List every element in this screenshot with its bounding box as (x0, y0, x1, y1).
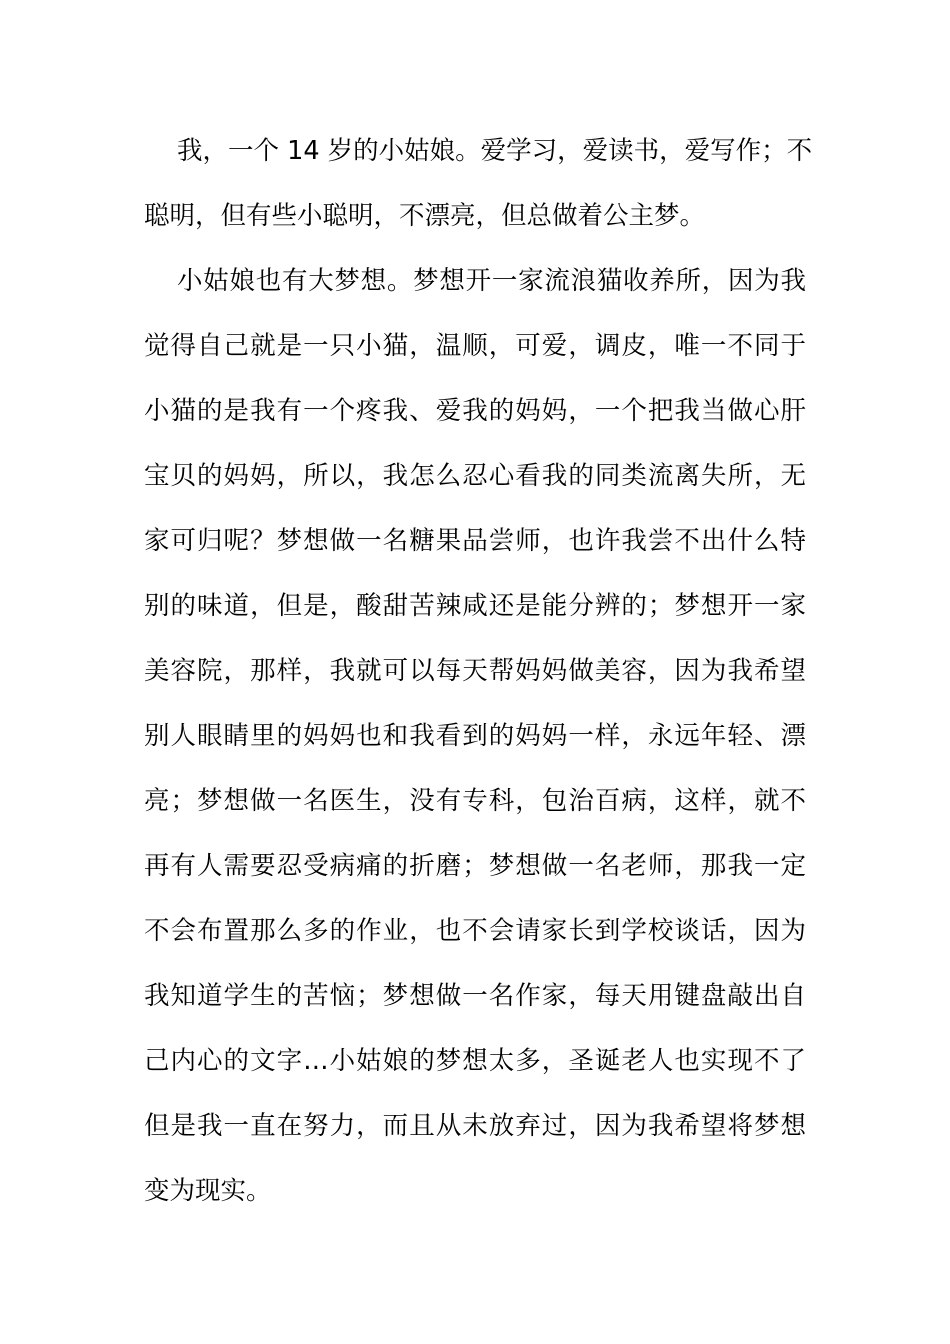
paragraph-line: 美容院，那样，我就可以每天帮妈妈做美容，因为我希望 (144, 656, 806, 686)
paragraph-line: 别人眼睛里的妈妈也和我看到的妈妈一样，永远年轻、漂 (144, 721, 806, 751)
paragraph-line: 聪明，但有些小聪明，不漂亮，但总做着公主梦。 (144, 201, 706, 231)
paragraph-line: 己内心的文字…小姑娘的梦想太多，圣诞老人也实现不了 (144, 1046, 806, 1076)
paragraph-line: 小猫的是我有一个疼我、爱我的妈妈，一个把我当做心肝 (144, 396, 806, 426)
paragraph-line: 我知道学生的苦恼；梦想做一名作家，每天用键盘敲出自 (144, 981, 806, 1011)
paragraph-line: 亮；梦想做一名医生，没有专科，包治百病，这样，就不 (144, 786, 806, 816)
paragraph-line: 变为现实。 (144, 1176, 272, 1206)
paragraph-2 (144, 249, 806, 1224)
paragraph-line: 小姑娘也有大梦想。梦想开一家流浪猫收养所，因为我 (177, 266, 806, 296)
paragraph-line: 觉得自己就是一只小猫，温顺，可爱，调皮，唯一不同于 (144, 331, 806, 361)
essay-body (144, 119, 813, 1224)
paragraph-line: 我，一个 14 岁的小姑娘。爱学习，爱读书，爱写作；不 (177, 136, 813, 166)
paragraph-line: 家可归呢？梦想做一名糖果品尝师，也许我尝不出什么特 (144, 526, 806, 556)
paragraph-1 (144, 119, 813, 249)
paragraph-line: 再有人需要忍受病痛的折磨；梦想做一名老师，那我一定 (144, 851, 806, 881)
paragraph-line: 不会布置那么多的作业，也不会请家长到学校谈话，因为 (144, 916, 806, 946)
paragraph-line: 宝贝的妈妈，所以，我怎么忍心看我的同类流离失所，无 (144, 461, 806, 491)
paragraph-line: 但是我一直在努力，而且从未放弃过，因为我希望将梦想 (144, 1111, 806, 1141)
paragraph-line: 别的味道，但是，酸甜苦辣咸还是能分辨的；梦想开一家 (144, 591, 806, 621)
